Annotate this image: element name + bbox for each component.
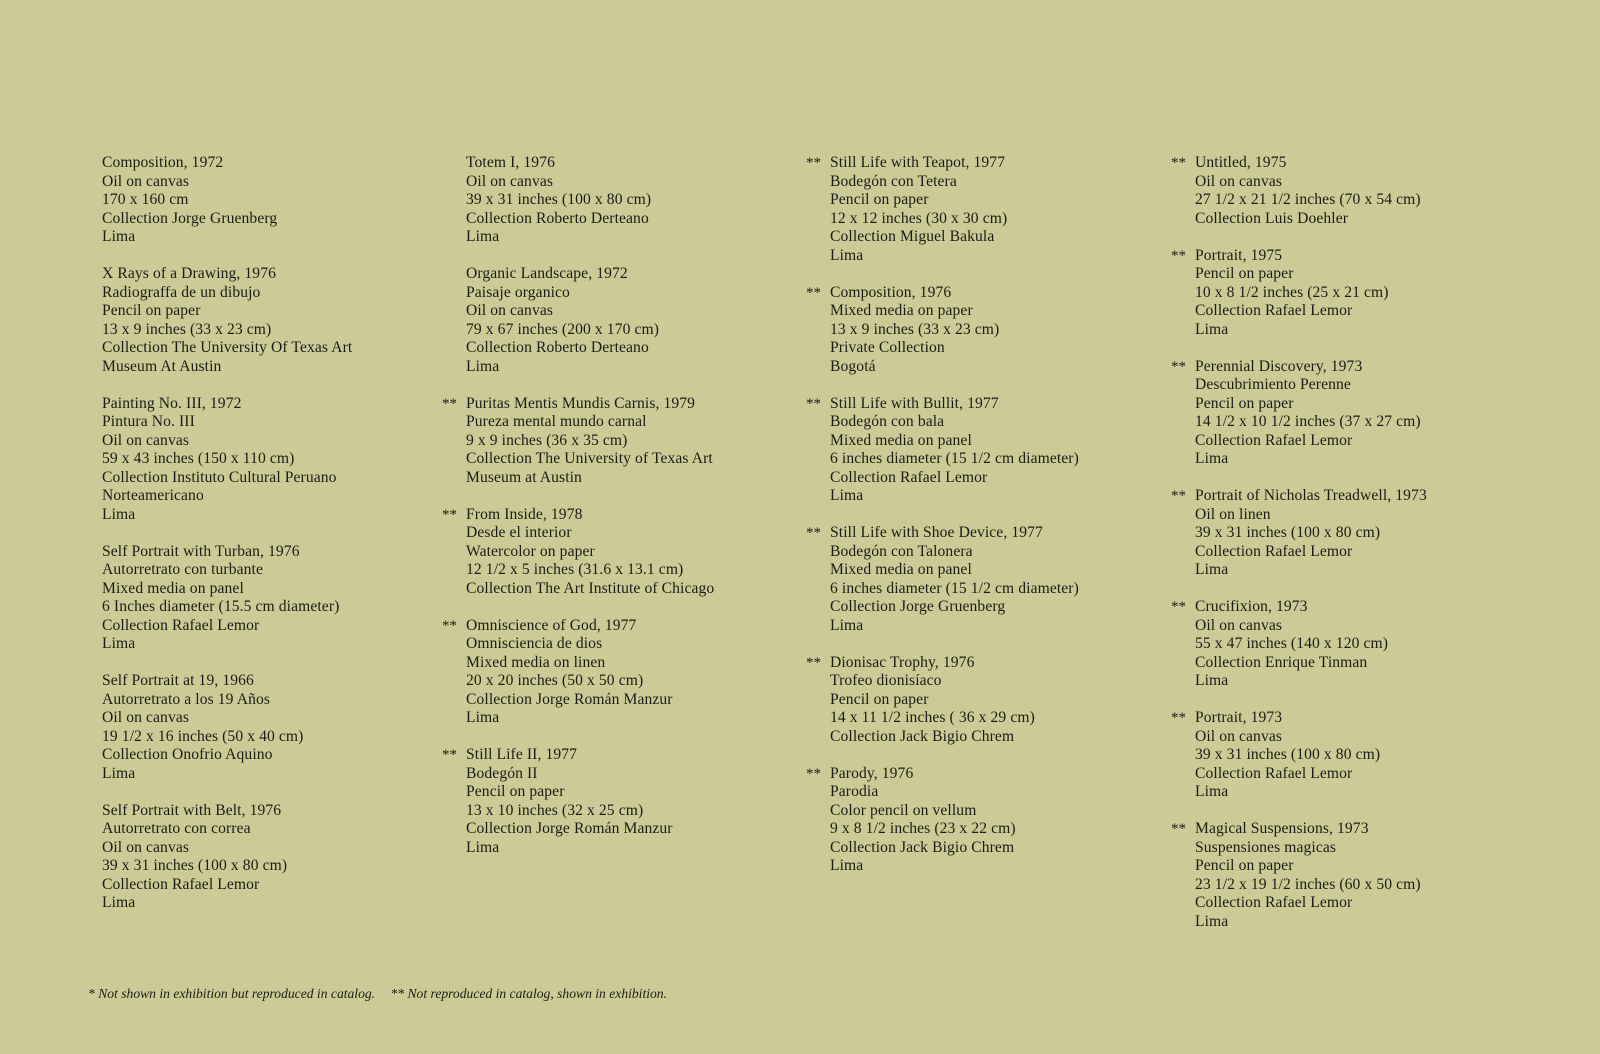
artwork-detail: 6 inches diameter (15 1/2 cm diameter)	[830, 450, 1079, 467]
asterisk-marker: **	[806, 654, 821, 671]
catalog-entry	[466, 265, 796, 376]
artwork-detail: 20 x 20 inches (50 x 50 cm)	[466, 672, 644, 689]
artwork-title: Portrait, 1975	[1195, 246, 1283, 264]
artwork-detail: 10 x 8 1/2 inches (25 x 21 cm)	[1195, 283, 1389, 301]
artwork-detail: Lima	[466, 838, 500, 856]
artwork-detail: Collection The University of Texas Art	[466, 450, 713, 467]
artwork-title: Parody, 1976	[830, 764, 914, 782]
artwork-detail: 12 x 12 inches (30 x 30 cm)	[830, 209, 1008, 227]
catalog-entry	[806, 283, 1160, 377]
footnote-single-asterisk: * Not shown in exhibition but reproduced in catalog.	[88, 986, 376, 1001]
catalog-entry	[1171, 357, 1525, 469]
artwork-detail: Norteamericano	[102, 487, 204, 504]
artwork-detail: 79 x 67 inches (200 x 170 cm)	[466, 320, 660, 338]
artwork-detail: Collection The Art Institute of Chicago	[466, 579, 715, 597]
artwork-detail: 14 1/2 x 10 1/2 inches (37 x 27 cm)	[1195, 413, 1421, 430]
catalog-entry	[806, 653, 1160, 747]
catalog-column-2	[442, 154, 796, 876]
catalog-entry	[806, 394, 1160, 506]
asterisk-marker: **	[442, 747, 457, 763]
artwork-detail: 9 x 9 inches (36 x 35 cm)	[466, 431, 628, 449]
artwork-detail: Lima	[1195, 561, 1229, 578]
artwork-detail: Collection Rafael Lemor	[1195, 764, 1353, 782]
artwork-detail: Bodegón con Tetera	[830, 172, 957, 190]
catalog-entry	[102, 802, 432, 913]
artwork-detail: Collection Jorge Gruenberg	[102, 209, 278, 227]
artwork-detail: 39 x 31 inches (100 x 80 cm)	[1195, 746, 1381, 763]
artwork-detail: Mixed media on panel	[102, 579, 244, 597]
artwork-detail: Lima	[466, 709, 500, 726]
artwork-title: Self Portrait with Turban, 1976	[102, 542, 300, 560]
artwork-detail: Bodegón II	[466, 764, 538, 782]
artwork-detail: Collection Rafael Lemor	[1195, 542, 1353, 560]
artwork-detail: Oil on canvas	[1195, 172, 1283, 190]
artwork-detail: Autorretrato con correa	[102, 820, 251, 837]
artwork-detail: Lima	[1195, 672, 1229, 689]
artwork-title: Magical Suspensions, 1973	[1195, 820, 1369, 837]
artwork-title: Totem I, 1976	[466, 154, 555, 171]
artwork-detail: Oil on canvas	[102, 431, 190, 449]
catalog-entry	[442, 505, 796, 599]
artwork-detail: Pencil on paper	[1195, 857, 1294, 874]
artwork-detail: Collection Rafael Lemor	[102, 616, 260, 634]
artwork-detail: 55 x 47 inches (140 x 120 cm)	[1195, 635, 1389, 652]
asterisk-marker: **	[1171, 488, 1186, 504]
catalog-entry	[1171, 709, 1525, 802]
artwork-detail: Pencil on paper	[830, 690, 929, 708]
artwork-detail: Collection Jorge Gruenberg	[830, 598, 1006, 615]
artwork-title: Still Life with Bullit, 1977	[830, 394, 999, 412]
artwork-detail: Oil on canvas	[102, 172, 190, 190]
artwork-title: Still Life II, 1977	[466, 746, 578, 763]
catalog-column-4	[1171, 154, 1525, 950]
artwork-title: Organic Landscape, 1972	[466, 265, 628, 282]
artwork-detail: Oil on canvas	[102, 709, 190, 726]
artwork-title: Painting No. III, 1972	[102, 394, 242, 412]
artwork-detail: Oil on canvas	[1195, 727, 1283, 745]
artwork-detail: Pureza mental mundo carnal	[466, 413, 647, 430]
artwork-detail: Pencil on paper	[466, 783, 565, 800]
artwork-title: Self Portrait at 19, 1966	[102, 672, 254, 689]
artwork-detail: Pencil on paper	[1195, 265, 1294, 282]
artwork-detail: Autorretrato con turbante	[102, 561, 263, 578]
artwork-detail: Bodegón con bala	[830, 413, 945, 430]
artwork-title: Crucifixion, 1973	[1195, 598, 1308, 615]
artwork-detail: 27 1/2 x 21 1/2 inches (70 x 54 cm)	[1195, 191, 1421, 208]
catalog-entry	[466, 154, 796, 247]
catalog-entry	[102, 395, 432, 525]
artwork-detail: 59 x 43 inches (150 x 110 cm)	[102, 450, 295, 467]
catalog-entry	[1171, 487, 1525, 580]
asterisk-marker: **	[442, 506, 457, 523]
artwork-title: From Inside, 1978	[466, 505, 583, 523]
artwork-detail: Collection Rafael Lemor	[102, 875, 260, 893]
artwork-detail: Oil on canvas	[466, 172, 554, 190]
catalog-entry	[1171, 154, 1525, 228]
artwork-title: Composition, 1976	[830, 283, 952, 301]
artwork-detail: Lima	[102, 635, 136, 652]
artwork-detail: Pencil on paper	[102, 302, 201, 319]
asterisk-marker: **	[1171, 710, 1186, 726]
catalog-entry	[806, 524, 1160, 635]
artwork-detail: Color pencil on vellum	[830, 801, 977, 819]
asterisk-marker: **	[806, 395, 821, 412]
asterisk-marker: **	[1171, 358, 1186, 375]
artwork-detail: Collection Instituto Cultural Peruano	[102, 468, 337, 486]
artwork-detail: 39 x 31 inches (100 x 80 cm)	[466, 191, 652, 208]
artwork-detail: 39 x 31 inches (100 x 80 cm)	[1195, 524, 1381, 541]
artwork-title: Self Portrait with Belt, 1976	[102, 801, 282, 819]
artwork-detail: Lima	[102, 228, 136, 245]
catalog-entry	[442, 746, 796, 857]
catalog-entry	[1171, 246, 1525, 340]
artwork-detail: 9 x 8 1/2 inches (23 x 22 cm)	[830, 820, 1016, 837]
catalog-entry	[806, 154, 1160, 265]
artwork-title: Still Life with Teapot, 1977	[830, 154, 1006, 171]
artwork-title: Portrait of Nicholas Treadwell, 1973	[1195, 487, 1427, 504]
asterisk-marker: **	[806, 284, 821, 301]
catalog-entry	[442, 616, 796, 728]
artwork-detail: Radiograffa de un dibujo	[102, 283, 261, 301]
artwork-detail: Pencil on paper	[1195, 394, 1294, 412]
artwork-detail: Collection Luis Doehler	[1195, 209, 1349, 227]
catalog-entry	[806, 764, 1160, 876]
artwork-detail: Museum at Austin	[466, 468, 582, 486]
catalog-entry	[1171, 820, 1525, 931]
artwork-detail: Mixed media on panel	[830, 431, 972, 449]
artwork-detail: Collection Onofrio Aquino	[102, 746, 273, 763]
artwork-detail: Lima	[1195, 912, 1229, 930]
artwork-title: Still Life with Shoe Device, 1977	[830, 524, 1043, 541]
artwork-detail: Lima	[1195, 450, 1229, 467]
asterisk-marker: **	[1171, 247, 1186, 264]
artwork-detail: Collection Roberto Derteano	[466, 339, 649, 356]
artwork-detail: Oil on canvas	[466, 302, 554, 319]
artwork-detail: Lima	[830, 246, 864, 264]
artwork-detail: 13 x 9 inches (33 x 23 cm)	[102, 320, 272, 338]
artwork-detail: Private Collection	[830, 339, 945, 356]
artwork-detail: Pencil on paper	[830, 191, 929, 208]
artwork-detail: Parodia	[830, 783, 879, 800]
artwork-title: Untitled, 1975	[1195, 154, 1287, 171]
artwork-detail: Lima	[102, 505, 136, 523]
artwork-detail: Oil on canvas	[1195, 616, 1283, 634]
artwork-detail: 39 x 31 inches (100 x 80 cm)	[102, 857, 288, 874]
artwork-detail: Lima	[1195, 320, 1229, 338]
artwork-detail: Oil on linen	[1195, 505, 1271, 523]
artwork-detail: Collection Rafael Lemor	[1195, 302, 1353, 319]
artwork-detail: Museum At Austin	[102, 357, 222, 375]
artwork-detail: Omnisciencia de dios	[466, 635, 603, 652]
artwork-detail: Descubrimiento Perenne	[1195, 376, 1351, 393]
artwork-title: Dionisac Trophy, 1976	[830, 653, 975, 671]
artwork-detail: Mixed media on linen	[466, 653, 606, 671]
artwork-detail: Collection Rafael Lemor	[1195, 894, 1353, 911]
artwork-detail: 12 1/2 x 5 inches (31.6 x 13.1 cm)	[466, 561, 684, 578]
catalog-column-3	[806, 154, 1160, 894]
artwork-detail: Lima	[830, 487, 864, 504]
artwork-detail: 13 x 10 inches (32 x 25 cm)	[466, 801, 644, 819]
artwork-detail: Bodegón con Talonera	[830, 542, 973, 560]
artwork-detail: Lima	[466, 357, 500, 375]
asterisk-marker: **	[442, 617, 457, 634]
catalog-entry	[1171, 598, 1525, 691]
asterisk-marker: **	[1171, 155, 1186, 171]
asterisk-marker: **	[806, 155, 821, 171]
artwork-detail: 6 inches diameter (15 1/2 cm diameter)	[830, 579, 1079, 597]
artwork-detail: Lima	[1195, 783, 1229, 800]
catalog-entry	[102, 543, 432, 654]
artwork-detail: Mixed media on paper	[830, 302, 973, 319]
catalog-column-1	[102, 154, 432, 931]
artwork-detail: 170 x 160 cm	[102, 191, 189, 208]
artwork-detail: Collection Jack Bigio Chrem	[830, 838, 1015, 856]
asterisk-marker: **	[806, 765, 821, 782]
artwork-detail: Collection Roberto Derteano	[466, 209, 649, 227]
artwork-detail: Pintura No. III	[102, 413, 195, 430]
artwork-detail: 19 1/2 x 16 inches (50 x 40 cm)	[102, 727, 304, 745]
artwork-detail: 23 1/2 x 19 1/2 inches (60 x 50 cm)	[1195, 875, 1421, 893]
artwork-detail: Collection Enrique Tinman	[1195, 653, 1368, 671]
artwork-detail: Suspensiones magicas	[1195, 838, 1337, 856]
artwork-detail: Bogotá	[830, 357, 876, 375]
artwork-detail: Desde el interior	[466, 524, 572, 541]
artwork-detail: Mixed media on panel	[830, 561, 972, 578]
artwork-detail: Lima	[102, 894, 136, 911]
catalog-entry	[102, 154, 432, 247]
catalog-entry	[102, 265, 432, 376]
asterisk-marker: **	[1171, 821, 1186, 837]
artwork-detail: Lima	[830, 857, 864, 874]
artwork-title: Portrait, 1973	[1195, 709, 1283, 726]
artwork-detail: Lima	[466, 228, 500, 245]
artwork-detail: Collection Jack Bigio Chrem	[830, 727, 1015, 745]
artwork-detail: 13 x 9 inches (33 x 23 cm)	[830, 320, 1000, 338]
asterisk-marker: **	[442, 395, 457, 412]
artwork-detail: 6 Inches diameter (15.5 cm diameter)	[102, 598, 340, 615]
asterisk-marker: **	[1171, 599, 1186, 615]
catalog-entry	[102, 672, 432, 783]
artwork-detail: Paisaje organico	[466, 283, 570, 301]
catalog-entry	[442, 394, 796, 488]
artwork-detail: Lima	[102, 764, 136, 782]
asterisk-marker: **	[806, 525, 821, 541]
artwork-detail: Collection Miguel Bakula	[830, 228, 995, 245]
artwork-detail: 14 x 11 1/2 inches ( 36 x 29 cm)	[830, 709, 1035, 726]
footnote	[88, 986, 679, 1002]
footnote-double-asterisk: ** Not reproduced in catalog, shown in exhibition.	[390, 986, 668, 1001]
artwork-detail: Watercolor on paper	[466, 542, 595, 560]
artwork-title: Puritas Mentis Mundis Carnis, 1979	[466, 394, 696, 412]
artwork-detail: Collection Jorge Román Manzur	[466, 690, 673, 708]
artwork-title: X Rays of a Drawing, 1976	[102, 265, 277, 282]
artwork-detail: Oil on canvas	[102, 838, 190, 856]
artwork-detail: Trofeo dionisíaco	[830, 672, 942, 689]
artwork-detail: Collection Jorge Román Manzur	[466, 820, 673, 837]
artwork-detail: Collection Rafael Lemor	[830, 468, 988, 486]
artwork-title: Perennial Discovery, 1973	[1195, 357, 1363, 375]
artwork-title: Composition, 1972	[102, 154, 224, 171]
artwork-title: Omniscience of God, 1977	[466, 616, 637, 634]
artwork-detail: Collection Rafael Lemor	[1195, 431, 1353, 449]
artwork-detail: Autorretrato a los 19 Años	[102, 690, 271, 708]
artwork-detail: Collection The University Of Texas Art	[102, 339, 353, 356]
artwork-detail: Lima	[830, 616, 864, 634]
